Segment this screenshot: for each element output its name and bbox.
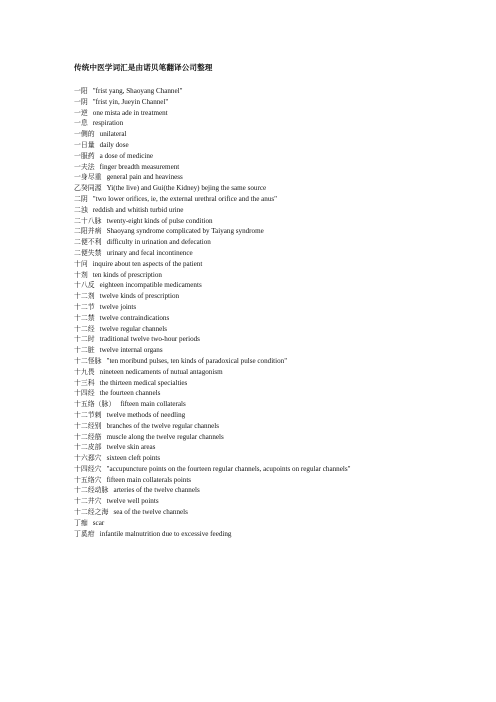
english-translation: one mista ade in treatment	[92, 108, 168, 117]
glossary-entry	[74, 432, 489, 443]
english-translation: twelve methods of needling	[106, 410, 186, 419]
glossary-entry	[74, 507, 489, 518]
english-translation: fifteen main collaterals points	[106, 475, 192, 484]
chinese-term: 丁痂	[74, 518, 88, 527]
glossary-entry	[74, 118, 489, 129]
chinese-term: 十问	[74, 259, 88, 268]
chinese-term: 一息	[74, 119, 88, 128]
chinese-term: 十二禁	[74, 313, 95, 322]
chinese-term: 十三科	[74, 378, 95, 387]
chinese-term: 十九畏	[74, 367, 95, 376]
chinese-term: 十二经动脉	[74, 486, 109, 495]
chinese-term: 十二经	[74, 324, 95, 333]
english-translation: twenty-eight kinds of pulse condition	[106, 216, 213, 225]
glossary-entry	[74, 367, 489, 378]
glossary-entry	[74, 453, 489, 464]
glossary-entry	[74, 410, 489, 421]
chinese-term: 一服药	[74, 151, 95, 160]
glossary-entry	[74, 485, 489, 496]
glossary-entry	[74, 291, 489, 302]
english-translation: twelve regular channels	[99, 324, 168, 333]
chinese-term: 十四经穴	[74, 464, 102, 473]
english-translation: fifteen main collaterals	[120, 400, 186, 409]
glossary-entry	[74, 496, 489, 507]
glossary-entry	[74, 356, 489, 367]
english-translation: traditional twelve two-hour periods	[99, 335, 200, 344]
glossary-entry	[74, 518, 489, 529]
glossary-entry	[74, 86, 489, 97]
english-translation: "two lower orifices, ie, the external urethral orifice and the anus"	[92, 194, 278, 203]
chinese-term: 十二经别	[74, 421, 102, 430]
english-translation: twelve skin areas	[106, 443, 156, 452]
chinese-term: 乙癸同源	[74, 184, 102, 193]
english-translation: scar	[92, 518, 105, 527]
chinese-term: 二阴	[74, 194, 88, 203]
chinese-term: 二十八脉	[74, 216, 102, 225]
chinese-term: 十二怪脉	[74, 356, 102, 365]
glossary-entry	[74, 237, 489, 248]
english-translation: sea of the twelve channels	[113, 508, 188, 517]
glossary-entry	[74, 129, 489, 140]
glossary-entry	[74, 151, 489, 162]
glossary-entry	[74, 345, 489, 356]
english-translation: twelve contraindications	[99, 313, 170, 322]
glossary-entry	[74, 270, 489, 281]
glossary-entry	[74, 442, 489, 453]
chinese-term: 一日量	[74, 140, 95, 149]
english-translation: reddish and whitish turbid urine	[92, 205, 184, 214]
english-translation: nineteen nedicaments of nutual antagonism	[99, 367, 223, 376]
chinese-term: 十四经	[74, 389, 95, 398]
chinese-term: 十六郄穴	[74, 454, 102, 463]
english-translation: inquire about ten aspects of the patient	[92, 259, 203, 268]
chinese-term: 丁奚疳	[74, 529, 95, 538]
chinese-term: 十二节	[74, 302, 95, 311]
chinese-term: 十八反	[74, 281, 95, 290]
english-translation: daily dose	[99, 140, 129, 149]
chinese-term: 十二皮部	[74, 443, 102, 452]
chinese-term: 二阳并病	[74, 227, 102, 236]
english-translation: the thirteen medical specialties	[99, 378, 188, 387]
glossary-entry	[74, 183, 489, 194]
english-translation: "ten moribund pulses, ten kinds of paradoxical pulse condition"	[106, 356, 288, 365]
glossary-entry	[74, 205, 489, 216]
glossary-entry	[74, 399, 489, 410]
chinese-term: 一夫法	[74, 162, 95, 171]
english-translation: twelve kinds of prescription	[99, 292, 180, 301]
chinese-term: 十二剂	[74, 292, 95, 301]
glossary-entry	[74, 324, 489, 335]
chinese-term: 十二经之海	[74, 508, 109, 517]
english-translation: "frist yin, Jueyin Channel"	[92, 97, 169, 106]
chinese-term: 二浊	[74, 205, 88, 214]
chinese-term: 一身尽重	[74, 173, 102, 182]
chinese-term: 二便失禁	[74, 248, 102, 257]
glossary-entry	[74, 464, 489, 475]
english-translation: "frist yang, Shaoyang Channel"	[92, 87, 183, 95]
english-translation: the fourteen channels	[99, 389, 161, 398]
english-translation: eighteen incompatible medicaments	[99, 281, 202, 290]
english-translation: infantile malnutrition due to excessive feeding	[99, 529, 232, 538]
glossary-entry	[74, 421, 489, 432]
glossary-entry	[74, 334, 489, 345]
chinese-term: 二便不利	[74, 238, 102, 247]
english-translation: a dose of medicine	[99, 151, 154, 160]
chinese-term: 十二井穴	[74, 497, 102, 506]
english-translation: muscle along the twelve regular channels	[106, 432, 224, 441]
english-translation: Shaoyang syndrome complicated by Taiyang syndrome	[106, 227, 264, 236]
chinese-term: 一侧的	[74, 130, 95, 139]
glossary-entry	[74, 140, 489, 151]
glossary-entry	[74, 280, 489, 291]
chinese-term: 一阴	[74, 97, 88, 106]
glossary-entry	[74, 226, 489, 237]
english-translation: arteries of the twelve channels	[113, 486, 200, 495]
chinese-term: 十五络（脉）	[74, 400, 116, 409]
glossary-entry	[74, 259, 489, 270]
glossary-entry	[74, 378, 489, 389]
english-translation: "accupuncture points on the fourteen regular channels, acupoints on regular channels"	[106, 464, 351, 473]
english-translation: difficulty in urination and defecation	[106, 238, 211, 247]
english-translation: general pain and heaviness	[106, 173, 183, 182]
page-title: 传统中医学词汇是由诺贝笔翻译公司整理	[74, 63, 213, 72]
glossary-entry	[74, 529, 489, 540]
english-translation: sixteen cleft points	[106, 454, 161, 463]
glossary-entry	[74, 172, 489, 183]
english-translation: twelve internal organs	[99, 346, 163, 355]
english-translation: twelve well points	[106, 497, 159, 506]
chinese-term: 十二经筋	[74, 432, 102, 441]
glossary-entry	[74, 248, 489, 259]
english-translation: finger breadth measurement	[99, 162, 180, 171]
glossary-list	[74, 86, 489, 539]
chinese-term: 一阳	[74, 87, 88, 95]
glossary-entry	[74, 302, 489, 313]
glossary-entry	[74, 475, 489, 486]
glossary-entry	[74, 216, 489, 227]
english-translation: respiration	[92, 119, 124, 128]
chinese-term: 十剂	[74, 270, 88, 279]
chinese-term: 十二节刺	[74, 410, 102, 419]
chinese-term: 十二脏	[74, 346, 95, 355]
english-translation: Yi(the live) and Gui(the Kidney) bejing the same source	[106, 184, 267, 193]
glossary-entry	[74, 313, 489, 324]
english-translation: unilateral	[99, 130, 127, 139]
english-translation: ten kinds of prescription	[92, 270, 162, 279]
glossary-entry	[74, 194, 489, 205]
chinese-term: 十五络穴	[74, 475, 102, 484]
english-translation: twelve joints	[99, 302, 137, 311]
glossary-entry	[74, 162, 489, 173]
english-translation: branches of the twelve regular channels	[106, 421, 220, 430]
glossary-entry	[74, 97, 489, 108]
english-translation: urinary and fecal incontinence	[106, 248, 193, 257]
glossary-entry	[74, 388, 489, 399]
glossary-entry	[74, 108, 489, 119]
chinese-term: 一逆	[74, 108, 88, 117]
chinese-term: 十二时	[74, 335, 95, 344]
